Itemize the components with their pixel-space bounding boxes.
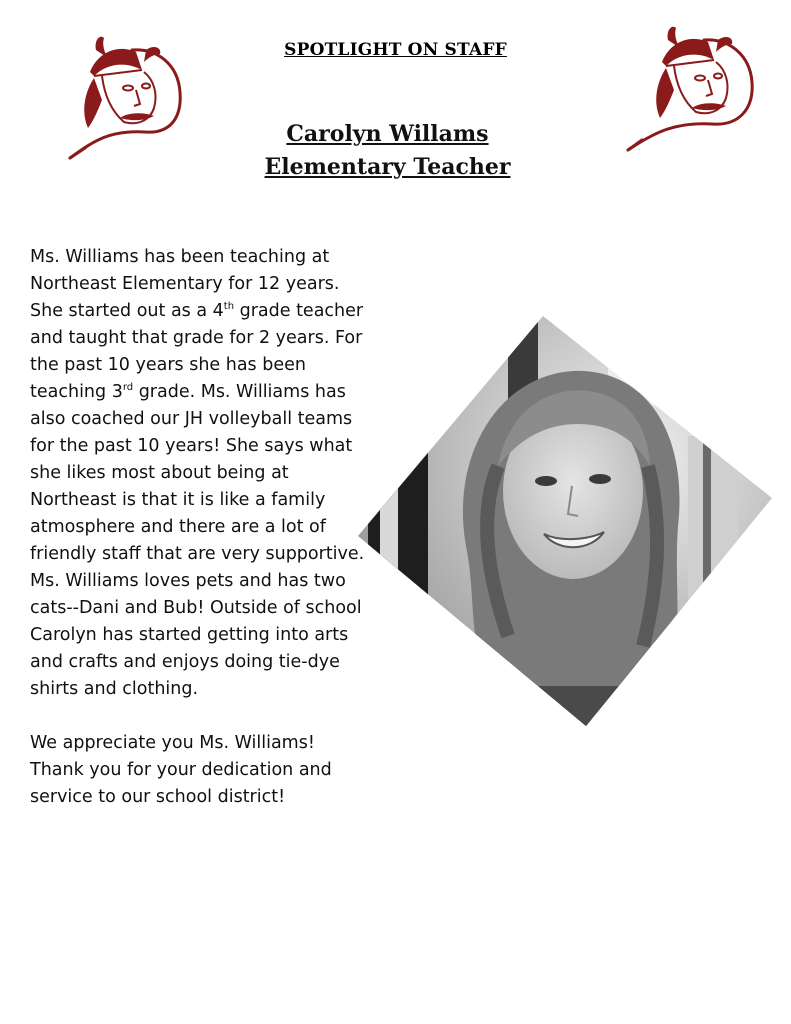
section-label: SPOTLIGHT ON STAFF bbox=[284, 40, 507, 60]
viking-mascot-icon bbox=[620, 22, 760, 157]
staff-role: Elementary Teacher bbox=[264, 154, 511, 180]
article-paragraph: Ms. Williams has been teaching at Northeast Elementary for 12 years. She started out as a 4th grade teacher and taught that grade for 2 years. For the past 10 years she has been teaching 3rd grade. Ms. Williams has also coached our JH volleyball teams for the past 10 years! She says what she likes most about being at Northeast is that it is like a family atmosphere and there are a lot of friendly staff that are very supportive. Ms. Williams loves pets and has two cats--Dani and Bub! Outside of school Carolyn has started getting into arts and crafts and enjoys doing tie-dye shirts and clothing. bbox=[30, 247, 365, 699]
staff-name: Carolyn Willams bbox=[286, 121, 489, 147]
article-body bbox=[30, 244, 370, 811]
closing-paragraph: We appreciate you Ms. Williams! Thank you for your dedication and service to our school district! bbox=[30, 733, 332, 807]
header bbox=[0, 0, 791, 200]
teacher-portrait-photo bbox=[358, 316, 772, 726]
